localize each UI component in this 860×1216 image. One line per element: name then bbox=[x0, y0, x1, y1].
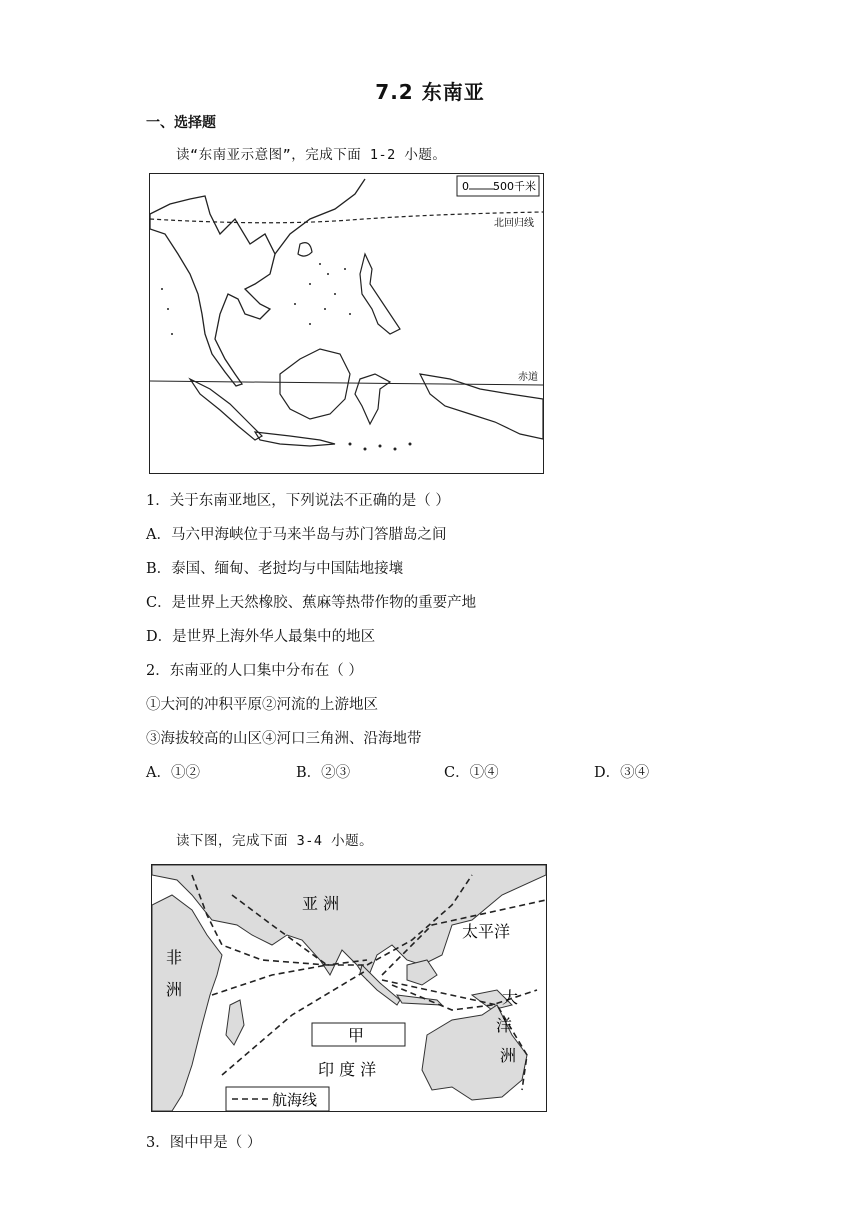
q1-option-c[interactable]: C．是世界上天然橡胶、蕉麻等热带作物的重要产地 bbox=[146, 595, 477, 611]
q2-line-1: ①大河的冲积平原②河流的上游地区 bbox=[146, 697, 378, 713]
intro-text-2: 读下图，完成下面 3-4 小题。 bbox=[176, 833, 374, 849]
question-2: 2．东南亚的人口集中分布在（ ） bbox=[146, 663, 363, 679]
scale-label: 500千米 bbox=[493, 180, 536, 193]
sumatra bbox=[190, 379, 262, 440]
q2-option-a[interactable]: A．①② bbox=[146, 765, 200, 781]
africa-land bbox=[152, 895, 222, 1111]
label-jia: 甲 bbox=[348, 1026, 365, 1045]
q1-option-d[interactable]: D．是世界上海外华人最集中的地区 bbox=[146, 629, 376, 645]
q2-option-d[interactable]: D．③④ bbox=[594, 765, 650, 781]
equator-line bbox=[150, 381, 543, 385]
section-heading: 一、选择题 bbox=[146, 115, 216, 131]
label-africa-1: 非 bbox=[166, 948, 183, 967]
borneo bbox=[280, 349, 350, 419]
sea-routes-map bbox=[151, 864, 547, 1112]
label-oceania-3: 洲 bbox=[500, 1046, 517, 1065]
equator-label: 赤道 bbox=[518, 372, 538, 383]
intro-text-1: 读“东南亚示意图”，完成下面 1-2 小题。 bbox=[176, 147, 447, 163]
tropic-label: 北回归线 bbox=[494, 218, 534, 229]
question-3: 3．图中甲是（ ） bbox=[146, 1135, 262, 1151]
q1-option-a[interactable]: A．马六甲海峡位于马来半岛与苏门答腊岛之间 bbox=[146, 527, 447, 543]
sea-routes-map-svg bbox=[152, 865, 546, 1111]
java bbox=[255, 432, 335, 446]
q1-option-b[interactable]: B．泰国、缅甸、老挝均与中国陆地接壤 bbox=[146, 561, 404, 577]
philippines bbox=[360, 254, 400, 334]
question-1: 1．关于东南亚地区，下列说法不正确的是（ ） bbox=[146, 493, 450, 509]
label-asia: 亚 洲 bbox=[302, 894, 340, 913]
label-indian-ocean: 印 度 洋 bbox=[318, 1060, 377, 1079]
q2-option-c[interactable]: C．①④ bbox=[444, 765, 499, 781]
page-title: 7.2 东南亚 bbox=[375, 80, 485, 104]
legend-label: 航海线 bbox=[272, 1091, 318, 1109]
tropic-line bbox=[150, 212, 543, 223]
label-oceania-2: 洋 bbox=[496, 1016, 513, 1035]
southeast-asia-map bbox=[149, 173, 544, 474]
q2-line-2: ③海拔较高的山区④河口三角洲、沿海地带 bbox=[146, 731, 422, 747]
label-africa-2: 洲 bbox=[166, 980, 183, 999]
southeast-asia-map-svg bbox=[150, 174, 543, 473]
q2-option-b[interactable]: B．②③ bbox=[296, 765, 351, 781]
label-pacific: 太平洋 bbox=[462, 922, 511, 941]
mainland-coast bbox=[150, 196, 275, 386]
label-oceania-1: 大 bbox=[502, 988, 519, 1007]
scale-zero: 0 bbox=[462, 180, 469, 193]
